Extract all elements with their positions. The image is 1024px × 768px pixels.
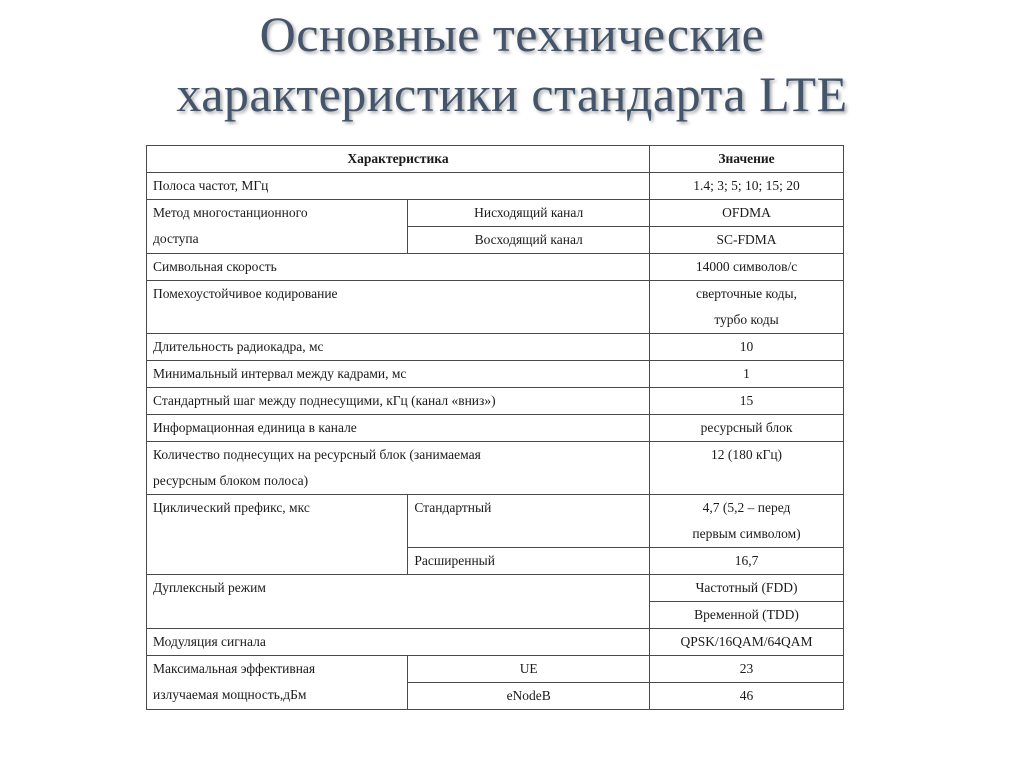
- row-value: OFDMA: [650, 200, 844, 227]
- label-line: доступа: [153, 231, 199, 246]
- row-value: 16,7: [650, 548, 844, 575]
- row-label: [147, 656, 408, 710]
- label-line: Количество поднесущих на ресурсный блок (занимаемая: [153, 447, 481, 462]
- row-value: ресурсный блок: [650, 415, 844, 442]
- table-row: [147, 442, 844, 495]
- row-value: 1.4; 3; 5; 10; 15; 20: [650, 173, 844, 200]
- slide-title: [0, 4, 1024, 124]
- row-value: 12 (180 кГц): [650, 442, 844, 495]
- table-header-row: [147, 146, 844, 173]
- row-value: Временной (TDD): [650, 602, 844, 629]
- table-row: [147, 361, 844, 388]
- label-line: излучаемая мощность,дБм: [153, 687, 307, 702]
- table-row: [147, 495, 844, 548]
- table-row: [147, 254, 844, 281]
- sub-label: Расширенный: [408, 548, 650, 575]
- row-value: QPSK/16QAM/64QAM: [650, 629, 844, 656]
- row-value: [650, 281, 844, 334]
- row-label: Длительность радиокадра, мс: [147, 334, 650, 361]
- row-value: 46: [650, 683, 844, 710]
- label-line: ресурсным блоком полоса): [153, 473, 309, 488]
- title-line-2: характеристики стандарта LTE: [176, 66, 848, 122]
- value-line: сверточные коды,: [696, 286, 797, 301]
- row-label: Циклический префикс, мкс: [147, 495, 408, 575]
- table-row: [147, 575, 844, 602]
- table-row: [147, 200, 844, 227]
- table-row: [147, 629, 844, 656]
- row-label: Информационная единица в канале: [147, 415, 650, 442]
- row-label: Модуляция сигнала: [147, 629, 650, 656]
- table-row: [147, 415, 844, 442]
- row-value: 14000 символов/с: [650, 254, 844, 281]
- sub-label: Восходящий канал: [408, 227, 650, 254]
- row-label: Минимальный интервал между кадрами, мс: [147, 361, 650, 388]
- row-value: 23: [650, 656, 844, 683]
- row-value: 10: [650, 334, 844, 361]
- row-label: Стандартный шаг между поднесущими, кГц (канал «вниз»): [147, 388, 650, 415]
- sub-label: Нисходящий канал: [408, 200, 650, 227]
- row-value: 15: [650, 388, 844, 415]
- header-characteristic: Характеристика: [147, 146, 650, 173]
- sub-label: UE: [408, 656, 650, 683]
- label-line: Метод многостанционного: [153, 205, 308, 220]
- row-label: [147, 200, 408, 254]
- value-line: первым символом): [692, 526, 801, 541]
- table-row: [147, 173, 844, 200]
- lte-spec-table: [146, 145, 844, 710]
- row-value: [650, 495, 844, 548]
- row-label: Помехоустойчивое кодирование: [147, 281, 650, 334]
- table-row: [147, 281, 844, 334]
- table-row: [147, 388, 844, 415]
- sub-label: Стандартный: [408, 495, 650, 548]
- header-value: Значение: [650, 146, 844, 173]
- row-value: 1: [650, 361, 844, 388]
- value-line: 4,7 (5,2 – перед: [702, 500, 791, 515]
- row-value: Частотный (FDD): [650, 575, 844, 602]
- table-row: [147, 334, 844, 361]
- label-line: Максимальная эффективная: [153, 661, 316, 676]
- row-value: SC-FDMA: [650, 227, 844, 254]
- row-label: Символьная скорость: [147, 254, 650, 281]
- value-line: турбо коды: [714, 312, 779, 327]
- title-line-1: Основные технические: [259, 6, 765, 62]
- sub-label: eNodeB: [408, 683, 650, 710]
- row-label: [147, 442, 650, 495]
- row-label: Дуплексный режим: [147, 575, 650, 629]
- row-label: Полоса частот, МГц: [147, 173, 650, 200]
- table-row: [147, 656, 844, 683]
